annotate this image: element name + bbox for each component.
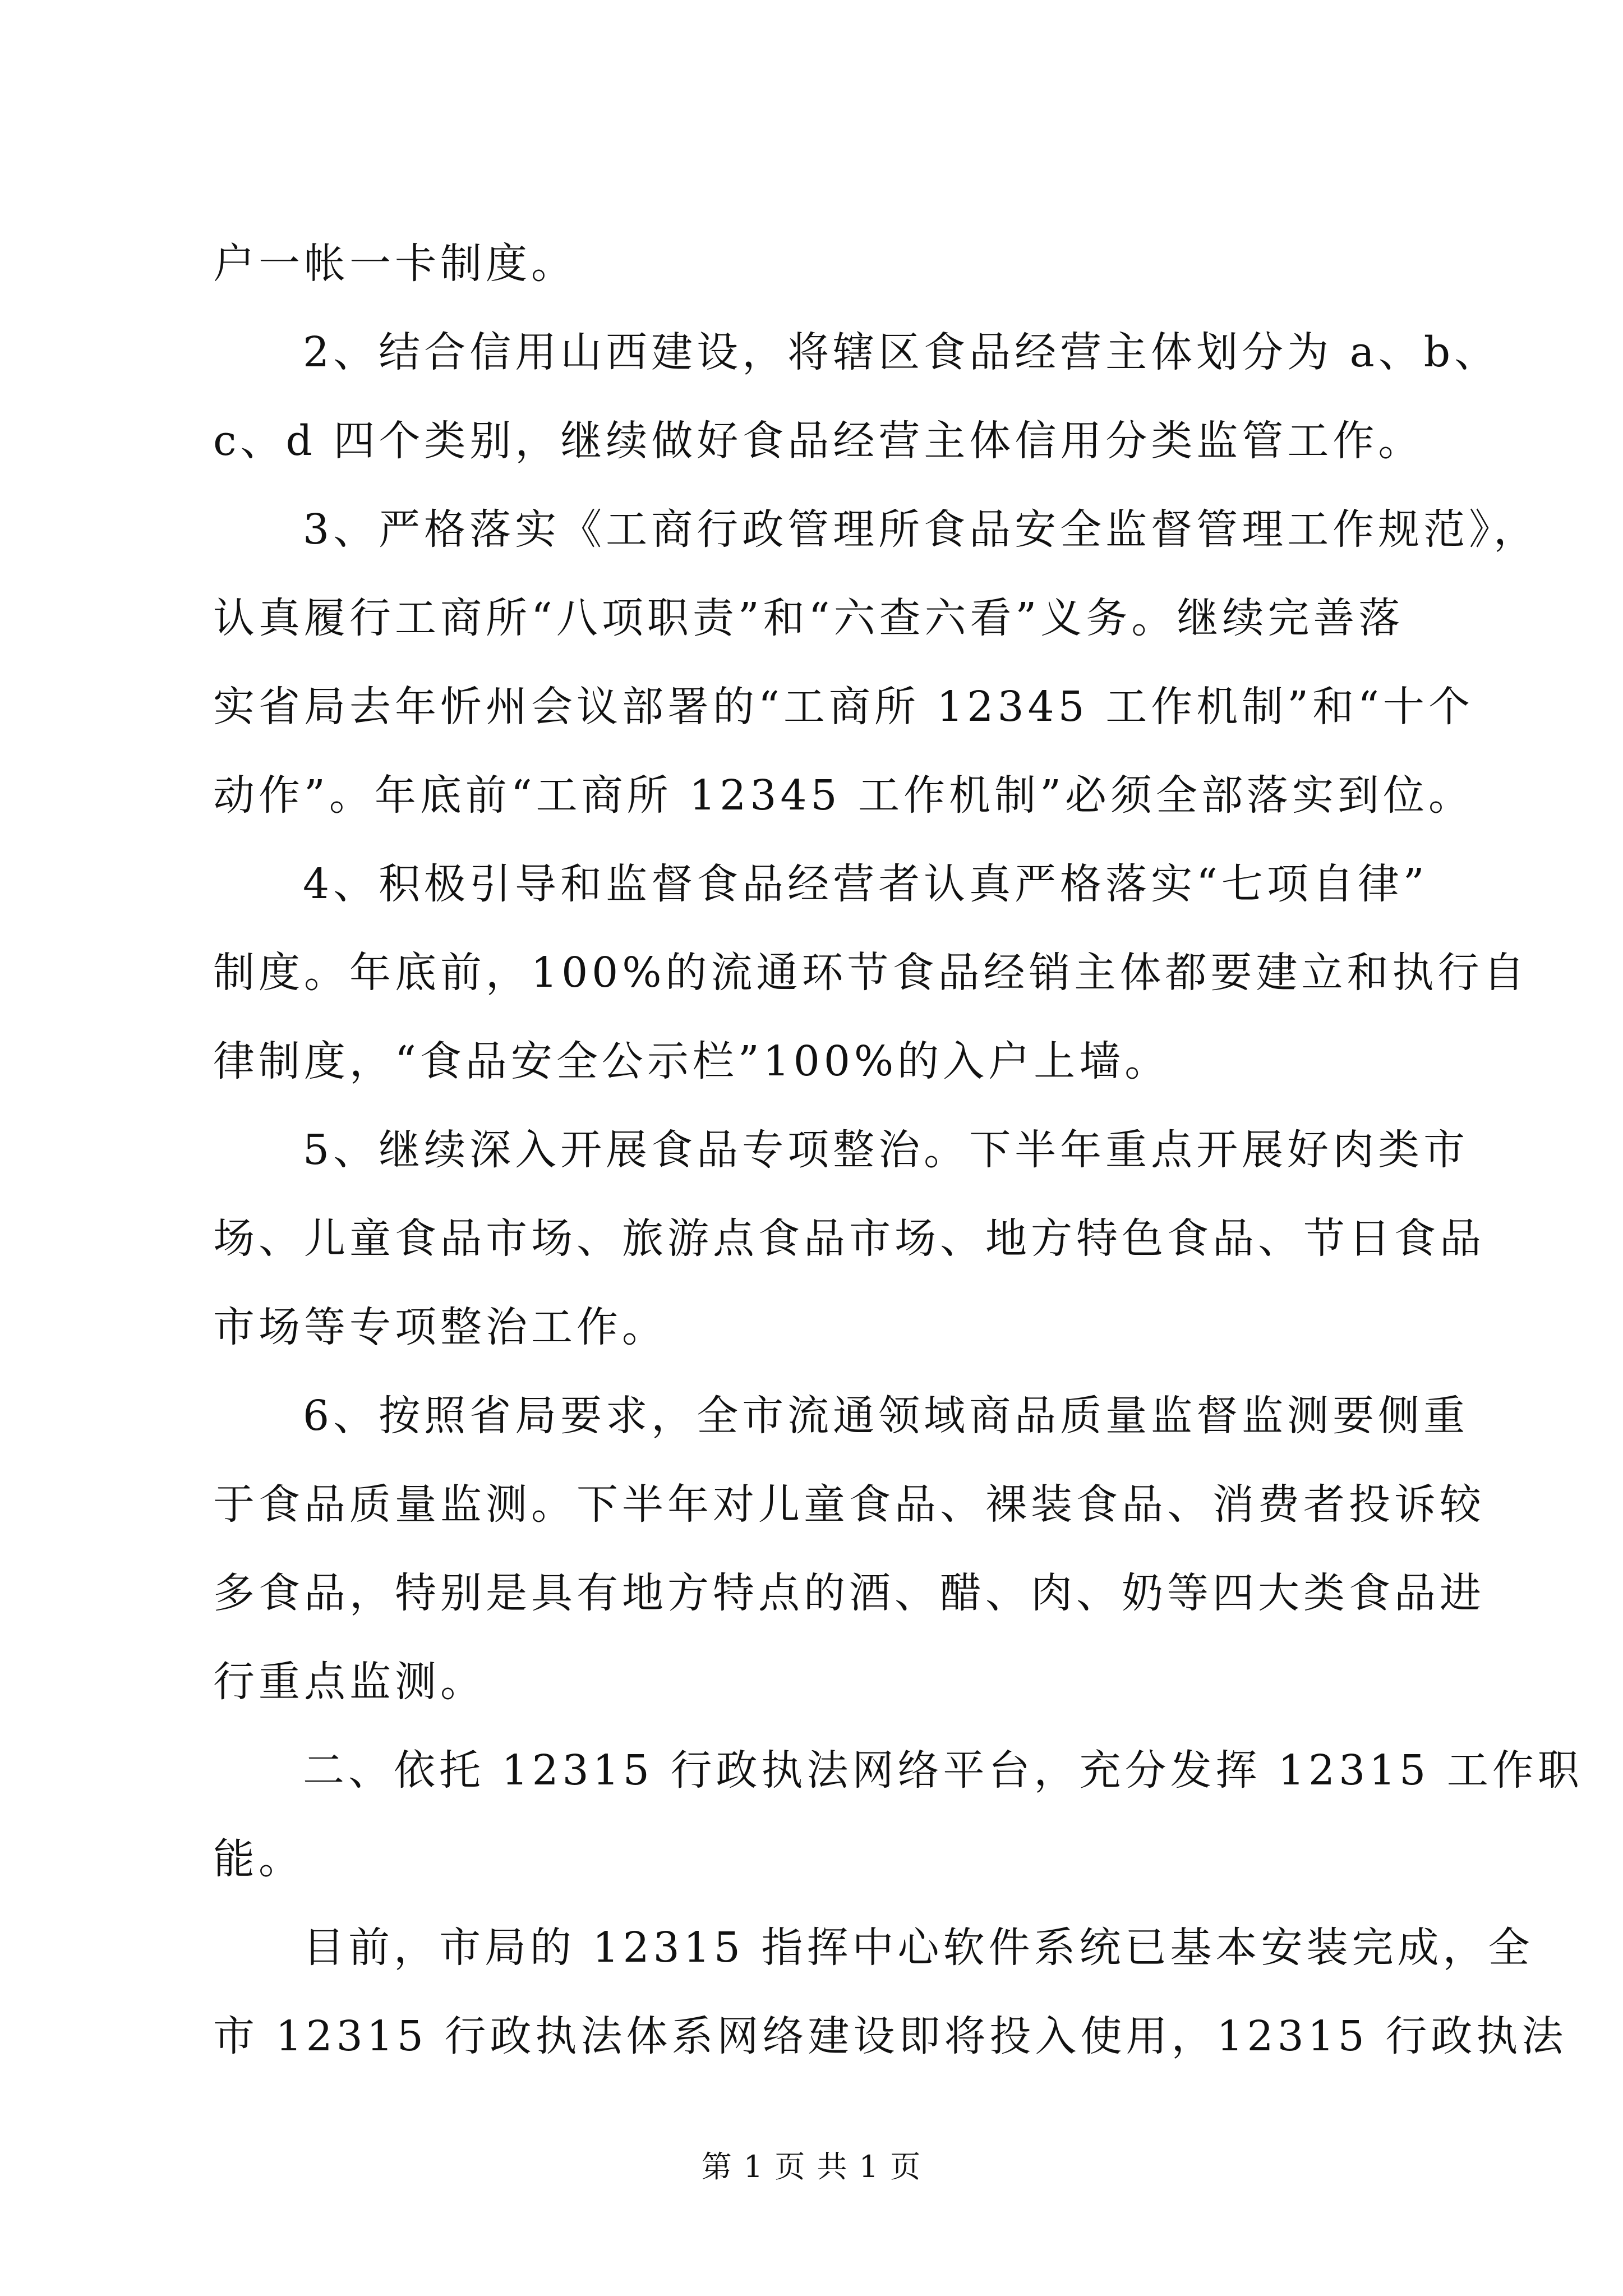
text-line: 制度。年底前，100%的流通环节食品经销主体都要建立和执行自	[213, 949, 1529, 997]
text-line: 动作”。年底前“工商所 12345 工作机制”必须全部落实到位。	[213, 771, 1474, 820]
text-line: 能。	[213, 1835, 304, 1883]
text-line: 市场等专项整治工作。	[213, 1303, 667, 1351]
text-line: 于食品质量监测。下半年对儿童食品、裸装食品、消费者投诉较	[213, 1480, 1485, 1529]
text-line: 多食品，特别是具有地方特点的酒、醋、肉、奶等四大类食品进	[213, 1569, 1485, 1617]
text-line: 律制度，“食品安全公示栏”100%的入户上墙。	[213, 1037, 1170, 1085]
text-line: 5、继续深入开展食品专项整治。下半年重点开展好肉类市	[303, 1126, 1469, 1174]
text-line: 2、结合信用山西建设，将辖区食品经营主体划分为 a、b、	[303, 328, 1500, 376]
text-line: 实省局去年忻州会议部署的“工商所 12345 工作机制”和“十个	[213, 683, 1474, 731]
page-number-footer: 第 1 页 共 1 页	[701, 2149, 922, 2184]
text-line: 3、严格落实《工商行政管理所食品安全监督管理工作规范》，	[303, 505, 1539, 554]
text-line: 4、积极引导和监督食品经营者认真严格落实“七项自律”	[303, 860, 1428, 908]
text-line: 二、依托 12315 行政执法网络平台，充分发挥 12315 工作职	[303, 1746, 1583, 1795]
text-line: 场、儿童食品市场、旅游点食品市场、地方特色食品、节日食品	[213, 1214, 1485, 1263]
text-line: c、d 四个类别，继续做好食品经营主体信用分类监管工作。	[213, 417, 1424, 465]
text-line: 户一帐一卡制度。	[213, 240, 577, 288]
text-line: 认真履行工商所“八项职责”和“六查六看”义务。继续完善落	[213, 594, 1404, 642]
text-line: 行重点监测。	[213, 1658, 486, 1706]
text-line: 市 12315 行政执法体系网络建设即将投入使用，12315 行政执法	[213, 2012, 1567, 2060]
text-line: 目前，市局的 12315 指挥中心软件系统已基本安装完成，全	[303, 1924, 1534, 1972]
text-line: 6、按照省局要求，全市流通领域商品质量监督监测要侧重	[303, 1392, 1469, 1440]
